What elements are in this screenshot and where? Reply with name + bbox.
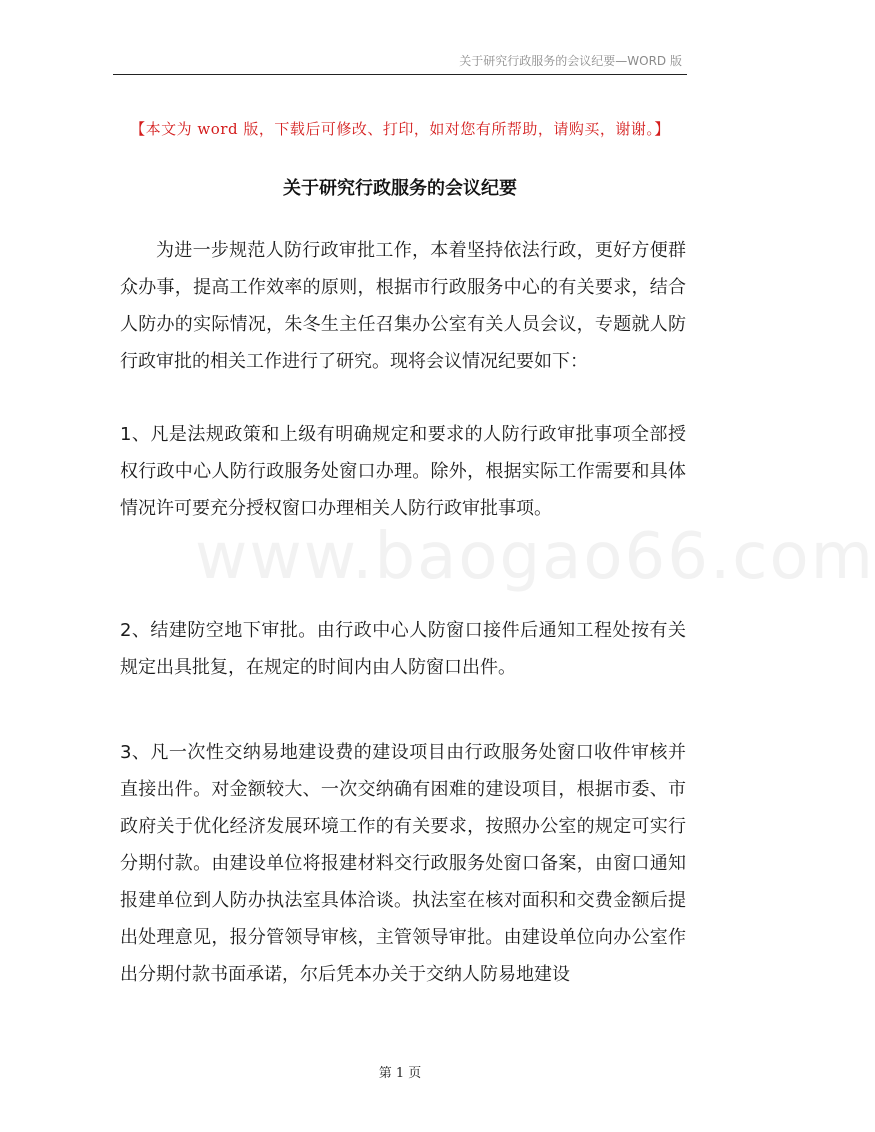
watermark: www.baogao66.com bbox=[195, 520, 875, 594]
running-header: 关于研究行政服务的会议纪要—WORD 版 bbox=[459, 54, 682, 68]
list-item: 3、凡一次性交纳易地建设费的建设项目由行政服务处窗口收件审核并直接出件。对金额较大、一次交纳确有困难的建设项目，根据市委、市政府关于优化经济发展环境工作的有关要求，按照办公室的规定可实行分期付款。由建设单位将报建材料交行政服务处窗口备案，由窗口通知报建单位到人防办执法室具体洽谈。执法室在核对面积和交费金额后提出处理意见，报分管领导审核，主管领导审批。由建设单位向办公室作出分期付款书面承诺，尔后凭本办关于交纳人防易地建设 bbox=[120, 742, 686, 985]
list-item: 2、结建防空地下审批。由行政中心人防窗口接件后通知工程处按有关规定出具批复，在规定的时间内由人防窗口出件。 bbox=[120, 620, 686, 678]
page-number: 第 1 页 bbox=[378, 1066, 422, 1081]
purchase-notice: 【本文为 word 版，下载后可修改、打印，如对您有所帮助，请购买，谢谢。】 bbox=[130, 120, 670, 138]
list-item: 1、凡是法规政策和上级有明确规定和要求的人防行政审批事项全部授权行政中心人防行政服务处窗口办理。除外，根据实际工作需要和具体情况许可要充分授权窗口办理相关人防行政审批事项。 bbox=[120, 424, 686, 519]
intro-paragraph: 为进一步规范人防行政审批工作，本着坚持依法行政，更好方便群众办事，提高工作效率的原则，根据市行政服务中心的有关要求，结合人防办的实际情况，朱冬生主任召集办公室有关人员会议，专题就人防行政审批的相关工作进行了研究。现将会议情况纪要如下： bbox=[120, 240, 686, 372]
page-title: 关于研究行政服务的会议纪要 bbox=[283, 178, 517, 199]
header-divider bbox=[113, 74, 687, 75]
